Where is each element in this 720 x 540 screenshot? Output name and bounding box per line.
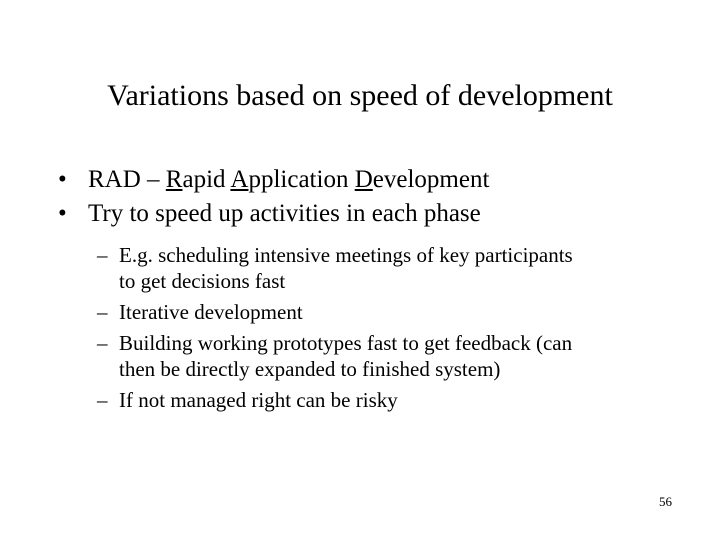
bullet-marker: • xyxy=(58,166,67,193)
sub-bullet-line: to get decisions fast xyxy=(119,269,286,293)
slide-title: Variations based on speed of development xyxy=(107,79,613,112)
sub-bullet-item xyxy=(97,330,657,382)
sub-bullet-marker: – xyxy=(97,331,108,355)
bullet-list xyxy=(58,163,698,231)
bullet-item xyxy=(58,197,698,231)
underlined-initial: D xyxy=(354,166,373,193)
sub-bullet-list xyxy=(97,242,657,418)
underlined-initial: A xyxy=(230,166,249,193)
bullet-text: pplication xyxy=(248,166,355,193)
bullet-marker: • xyxy=(58,200,67,227)
sub-bullet-line: If not managed right can be risky xyxy=(119,388,398,412)
sub-bullet-item xyxy=(97,299,657,325)
sub-bullet-marker: – xyxy=(97,388,108,412)
bullet-item xyxy=(58,163,698,197)
bullet-text: apid xyxy=(182,166,231,193)
sub-bullet-line: Building working prototypes fast to get feedback (can xyxy=(119,331,573,355)
sub-bullet-line: E.g. scheduling intensive meetings of key participants xyxy=(119,243,573,267)
bullet-text: Try to speed up activities in each phase xyxy=(88,200,481,227)
sub-bullet-marker: – xyxy=(97,243,108,267)
sub-bullet-line: then be directly expanded to finished system) xyxy=(119,357,501,381)
sub-bullet-item xyxy=(97,242,657,294)
sub-bullet-marker: – xyxy=(97,300,108,324)
sub-bullet-line: Iterative development xyxy=(119,300,303,324)
bullet-text: evelopment xyxy=(372,166,490,193)
bullet-text: RAD – xyxy=(88,166,166,193)
sub-bullet-item xyxy=(97,387,657,413)
underlined-initial: R xyxy=(165,166,183,193)
page-number: 56 xyxy=(659,494,672,509)
